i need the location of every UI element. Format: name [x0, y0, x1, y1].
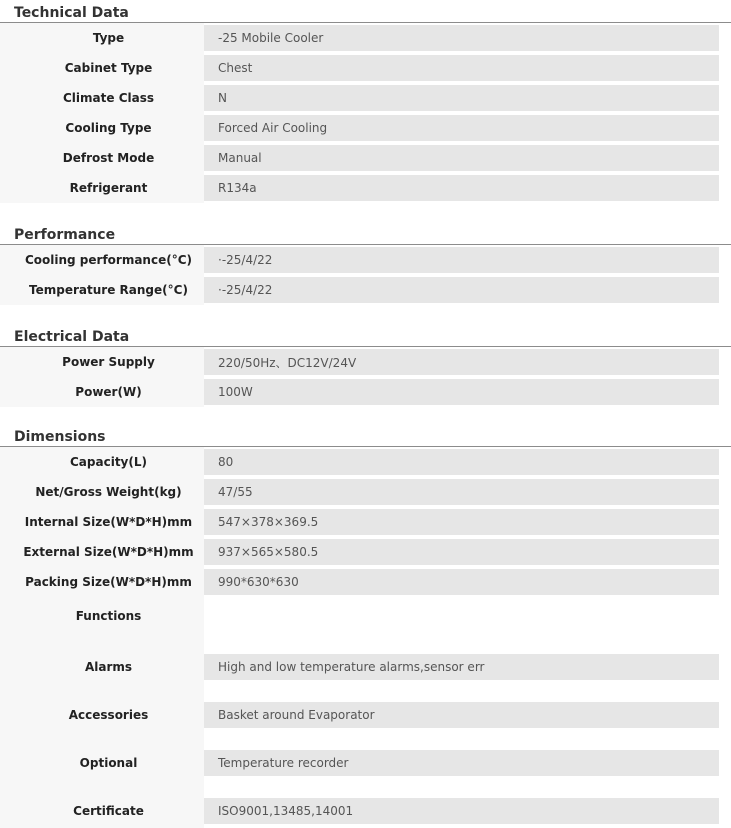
- table-row: [0, 507, 731, 537]
- row-label: Cooling Type: [65, 121, 152, 135]
- functions-label: Functions: [75, 609, 142, 623]
- table-row: [0, 567, 731, 597]
- table-row: [0, 796, 731, 826]
- functions-heading-row: [0, 601, 731, 631]
- table-row: [0, 53, 731, 83]
- row-value: ·-25/4/22: [204, 277, 719, 303]
- table-row: [0, 23, 731, 53]
- row-label: Capacity(L): [70, 455, 147, 469]
- table-row: [0, 700, 731, 730]
- row-value: 220/50Hz、DC12V/24V: [204, 349, 719, 375]
- table-row: [0, 245, 731, 275]
- row-value: Chest: [204, 55, 719, 81]
- table-row: [0, 748, 731, 778]
- row-label: Cooling performance(°C): [24, 253, 193, 267]
- row-value: 990*630*630: [204, 569, 719, 595]
- section-electrical-data: [0, 324, 731, 347]
- table-row: [0, 275, 731, 305]
- row-value: High and low temperature alarms,sensor err: [204, 654, 719, 680]
- table-row: [0, 143, 731, 173]
- row-label: Power(W): [75, 385, 142, 399]
- row-value: N: [204, 85, 719, 111]
- row-value: Manual: [204, 145, 719, 171]
- row-label: Optional: [79, 756, 138, 770]
- row-label: Internal Size(W*D*H)mm: [24, 515, 193, 529]
- row-label: Packing Size(W*D*H)mm: [25, 575, 192, 589]
- row-label: Certificate: [73, 804, 144, 818]
- table-row: [0, 447, 731, 477]
- row-label: Cabinet Type: [64, 61, 153, 75]
- section-title: Dimensions: [14, 429, 106, 445]
- row-value: Temperature recorder: [204, 750, 719, 776]
- row-value: 100W: [204, 379, 719, 405]
- section-title: Performance: [14, 227, 116, 243]
- row-label: Net/Gross Weight(kg): [35, 485, 182, 499]
- section-title: Electrical Data: [14, 329, 130, 345]
- row-value: 547×378×369.5: [204, 509, 719, 535]
- section-performance: [0, 222, 731, 245]
- table-row: [0, 377, 731, 407]
- table-row: [0, 83, 731, 113]
- row-value: ISO9001,13485,14001: [204, 798, 719, 824]
- row-label: Temperature Range(°C): [29, 283, 188, 297]
- row-label: Power Supply: [62, 355, 155, 369]
- table-row: [0, 652, 731, 682]
- row-label: Alarms: [84, 660, 133, 674]
- row-value: Basket around Evaporator: [204, 702, 719, 728]
- row-label: Type: [92, 31, 125, 45]
- row-value: R134a: [204, 175, 719, 201]
- row-value: -25 Mobile Cooler: [204, 25, 719, 51]
- row-label: External Size(W*D*H)mm: [23, 545, 194, 559]
- section-technical-data: [0, 0, 731, 23]
- row-label: Defrost Mode: [62, 151, 155, 165]
- table-row: [0, 347, 731, 377]
- row-value: ·-25/4/22: [204, 247, 719, 273]
- table-row: [0, 537, 731, 567]
- table-row: [0, 477, 731, 507]
- table-row: [0, 113, 731, 143]
- row-value: Forced Air Cooling: [204, 115, 719, 141]
- row-value: 47/55: [204, 479, 719, 505]
- row-label: Accessories: [68, 708, 149, 722]
- table-row: [0, 173, 731, 203]
- row-label: Climate Class: [63, 91, 154, 105]
- section-dimensions: [0, 424, 731, 447]
- row-value: 80: [204, 449, 719, 475]
- row-value: 937×565×580.5: [204, 539, 719, 565]
- section-title: Technical Data: [14, 5, 129, 21]
- row-label: Refrigerant: [69, 181, 148, 195]
